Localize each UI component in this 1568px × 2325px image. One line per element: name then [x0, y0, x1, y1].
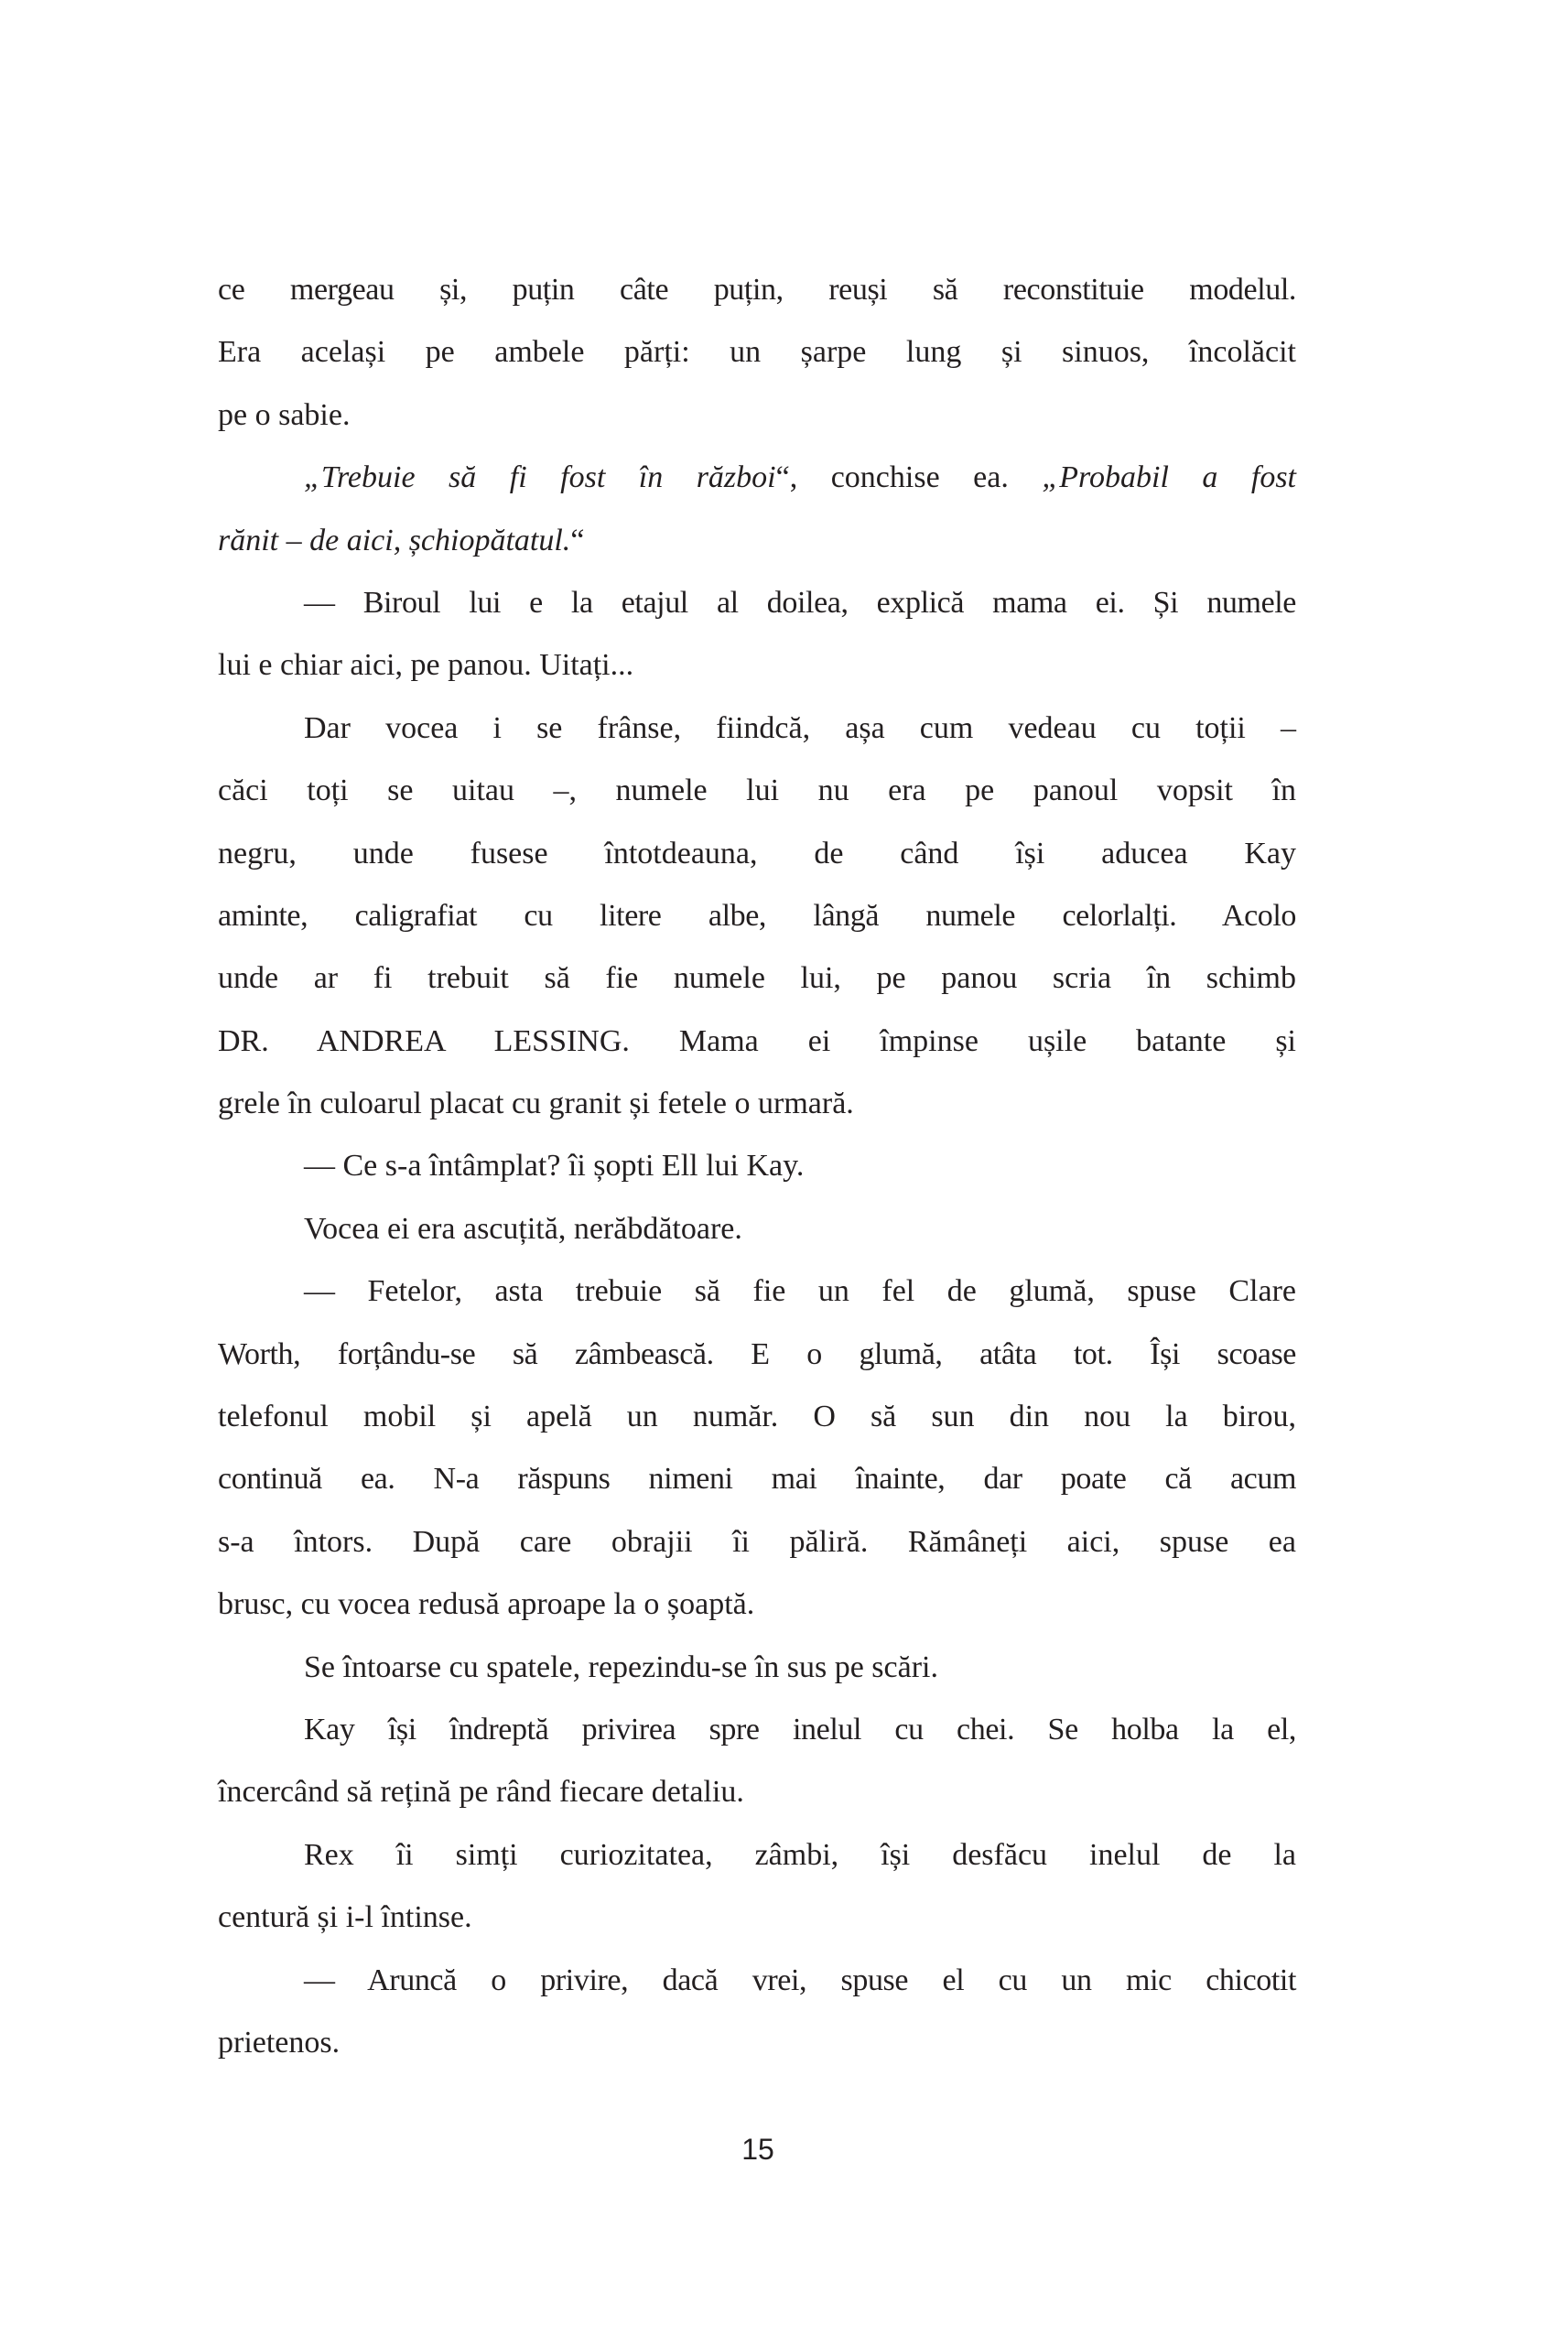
closing-quote: “ [570, 523, 585, 557]
text-line [218, 510, 1296, 572]
text-line: ce mergeau și, puțin câte puțin, reuși să reconstituie modelul. [218, 273, 1296, 307]
italic-thought: „Probabil a fost [1042, 460, 1296, 495]
text-line: aminte, caligrafiat cu litere albe, lângă numele celorlalți. Acolo [218, 898, 1296, 933]
text-line: încercând să rețină pe rând fiecare detaliu. [218, 1775, 744, 1810]
text-line: Rex îi simți curiozitatea, zâmbi, își desfăcu inelul de la [304, 1837, 1296, 1872]
text-line: — Ce s-a întâmplat? îi șopti Ell lui Kay. [304, 1149, 805, 1184]
italic-thought: „Trebuie să fi fost în război [304, 460, 776, 495]
page-number: 15 [741, 2133, 774, 2166]
text-line: s-a întors. După care obrajii îi păliră. Rămâneți aici, spuse ea [218, 1524, 1296, 1559]
text-line: pe o sabie. [218, 397, 351, 432]
text-line: — Fetelor, asta trebuie să fie un fel de glumă, spuse Clare [304, 1274, 1296, 1309]
body-text [218, 259, 1296, 2074]
text-line: unde ar fi trebuit să fie numele lui, pe panou scria în schimb [218, 961, 1296, 996]
text-line: Dar vocea i se frânse, fiindcă, așa cum vedeau cu toții – [304, 710, 1296, 745]
text-line: brusc, cu vocea redusă aproape la o șoaptă. [218, 1587, 755, 1622]
text-line: — Aruncă o privire, dacă vrei, spuse el cu un mic chicotit [304, 1963, 1296, 1997]
narration: “, conchise ea. [775, 460, 1043, 495]
text-line [218, 447, 1296, 509]
text-line: căci toți se uitau –, numele lui nu era pe panoul vopsit în [218, 773, 1296, 808]
text-line: — Biroul lui e la etajul al doilea, explică mama ei. Și numele [304, 585, 1296, 620]
text-line: DR. ANDREA LESSING. Mama ei împinse ușile batante și [218, 1023, 1296, 1058]
text-line: telefonul mobil și apelă un număr. O să sun din nou la birou, [218, 1400, 1296, 1434]
text-line: Se întoarse cu spatele, repezindu-se în sus pe scări. [304, 1649, 938, 1684]
text-line: Kay își îndreptă privirea spre inelul cu chei. Se holba la el, [304, 1712, 1296, 1746]
text-line: Vocea ei era ascuțită, nerăbdătoare. [304, 1211, 742, 1246]
text-line: continuă ea. N-a răspuns nimeni mai înainte, dar poate că acum [218, 1462, 1296, 1497]
text-line: lui e chiar aici, pe panou. Uitați... [218, 648, 634, 683]
italic-thought: rănit – de aici, șchiopătatul. [218, 523, 571, 557]
text-line: grele în culoarul placat cu granit și fetele o urmară. [218, 1087, 854, 1121]
text-line: Era același pe ambele părți: un șarpe lung și sinuos, încolăcit [218, 335, 1296, 370]
text-line: prietenos. [218, 2025, 341, 2060]
text-line: centură și i-l întinse. [218, 1900, 472, 1935]
text-line: Worth, forțându-se să zâmbească. E o glumă, atâta tot. Își scoase [218, 1336, 1296, 1371]
text-line: negru, unde fusese întotdeauna, de când își aducea Kay [218, 836, 1296, 871]
